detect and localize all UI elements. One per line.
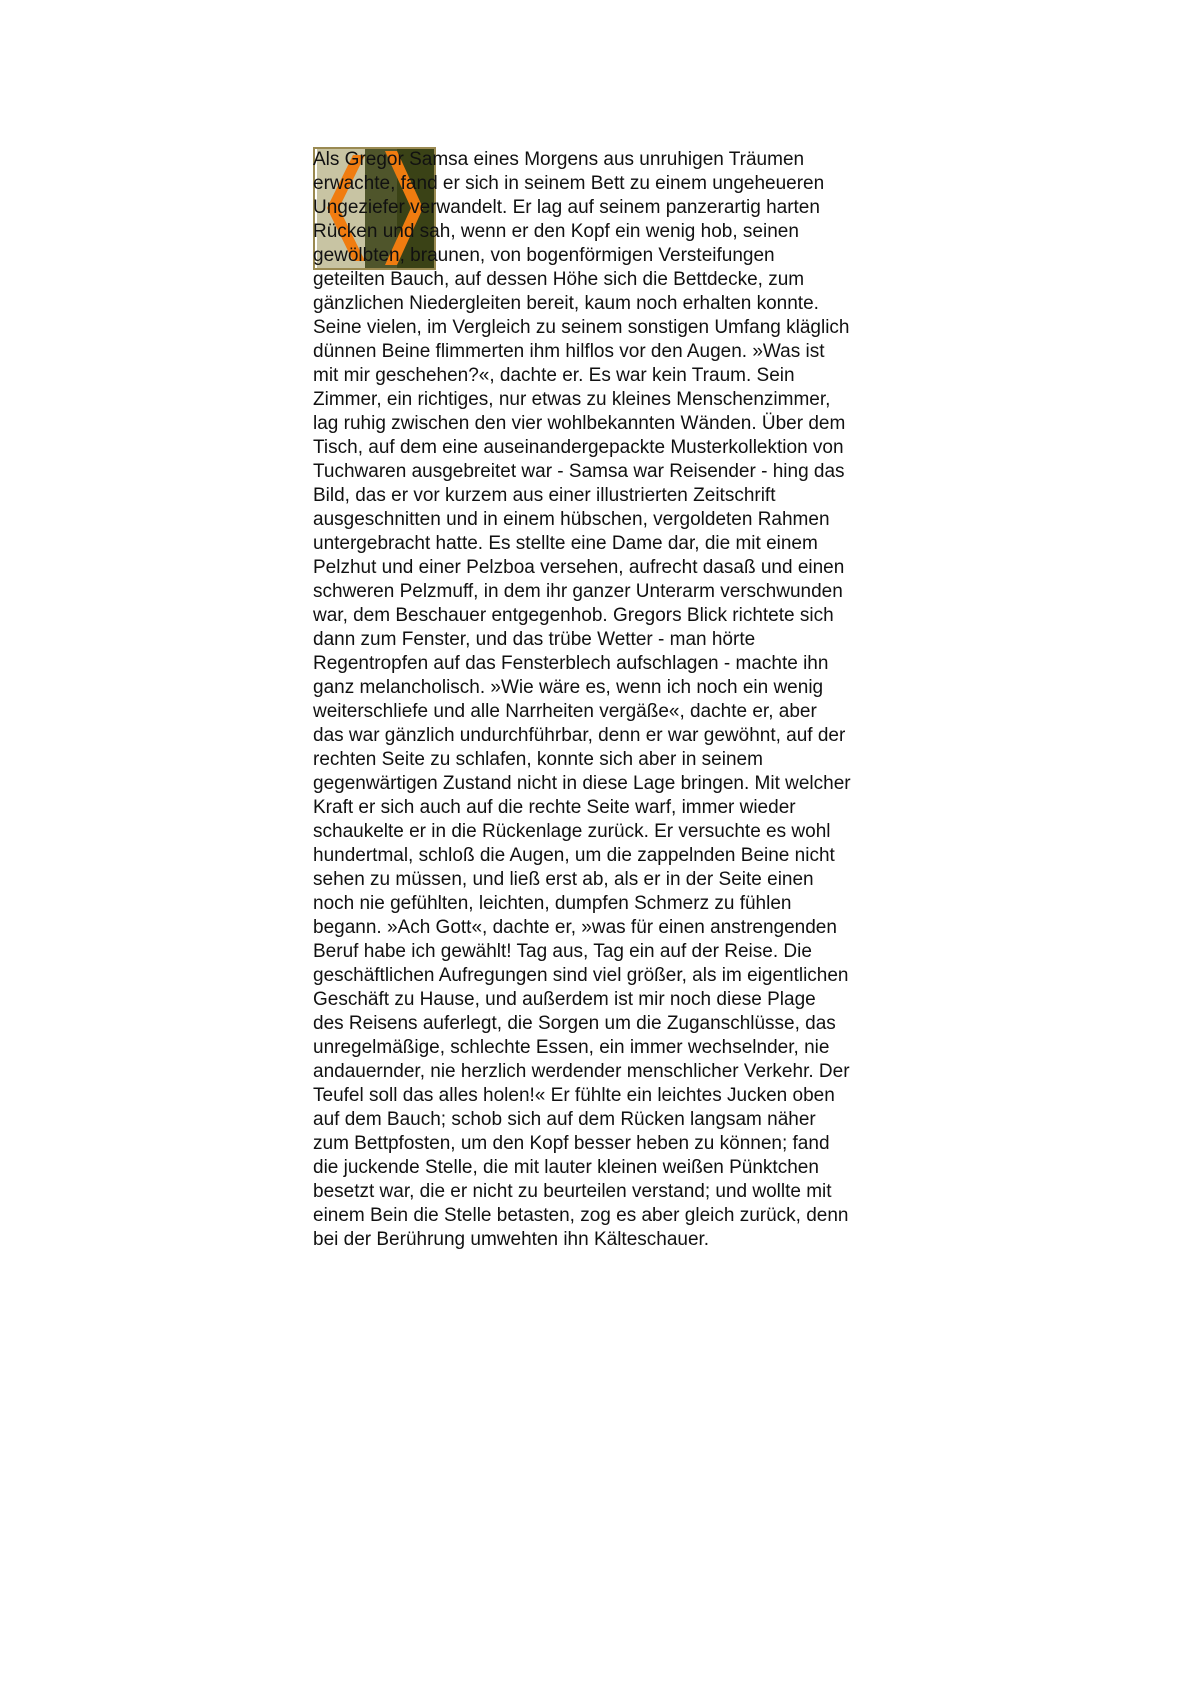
text-line: zum Bettpfosten, um den Kopf besser heben zu können; fand <box>313 1133 830 1154</box>
text-line: war, dem Beschauer entgegenhob. Gregors Blick richtete sich <box>313 605 834 626</box>
text-line: hundertmal, schloß die Augen, um die zappelnden Beine nicht <box>313 845 835 866</box>
text-line: gegenwärtigen Zustand nicht in diese Lage bringen. Mit welcher <box>313 773 851 794</box>
text-line: andauernder, nie herzlich werdender menschlicher Verkehr. Der <box>313 1061 850 1082</box>
text-line: Seine vielen, im Vergleich zu seinem sonstigen Umfang kläglich <box>313 317 850 338</box>
text-line: dünnen Beine flimmerten ihm hilflos vor den Augen. »Was ist <box>313 341 825 362</box>
text-line: Teufel soll das alles holen!« Er fühlte ein leichtes Jucken oben <box>313 1085 835 1106</box>
text-line: sehen zu müssen, und ließ erst ab, als er in der Seite einen <box>313 869 814 890</box>
text-line: dann zum Fenster, und das trübe Wetter - man hörte <box>313 629 756 650</box>
text-line: des Reisens auferlegt, die Sorgen um die Zuganschlüsse, das <box>313 1013 836 1034</box>
text-line: unregelmäßige, schlechte Essen, ein immer wechselnder, nie <box>313 1037 830 1058</box>
text-line: gewölbten, braunen, von bogenförmigen Versteifungen <box>313 245 775 266</box>
text-line: noch nie gefühlten, leichten, dumpfen Schmerz zu fühlen <box>313 893 792 914</box>
text-line: Tuchwaren ausgebreitet war - Samsa war Reisender - hing das <box>313 461 845 482</box>
text-line: auf dem Bauch; schob sich auf dem Rücken langsam näher <box>313 1109 816 1130</box>
text-line: Kraft er sich auch auf die rechte Seite warf, immer wieder <box>313 797 796 818</box>
body-text <box>313 148 893 1252</box>
text-line: rechten Seite zu schlafen, konnte sich aber in seinem <box>313 749 763 770</box>
text-line: bei der Berührung umwehten ihn Kälteschauer. <box>313 1229 710 1250</box>
text-line: geteilten Bauch, auf dessen Höhe sich die Bettdecke, zum <box>313 269 805 290</box>
text-line: Tisch, auf dem eine auseinandergepackte Musterkollektion von <box>313 437 844 458</box>
text-line: untergebracht hatte. Es stellte eine Dame dar, die mit einem <box>313 533 818 554</box>
text-line: weiterschliefe und alle Narrheiten vergäße«, dachte er, aber <box>313 701 817 722</box>
text-line: Geschäft zu Hause, und außerdem ist mir noch diese Plage <box>313 989 816 1010</box>
text-line: Beruf habe ich gewählt! Tag aus, Tag ein auf der Reise. Die <box>313 941 812 962</box>
text-line: geschäftlichen Aufregungen sind viel größer, als im eigentlichen <box>313 965 849 986</box>
text-line: schweren Pelzmuff, in dem ihr ganzer Unterarm verschwunden <box>313 581 843 602</box>
text-line: Zimmer, ein richtiges, nur etwas zu kleines Menschenzimmer, <box>313 389 831 410</box>
text-line: Bild, das er vor kurzem aus einer illustrierten Zeitschrift <box>313 485 776 506</box>
text-line: besetzt war, die er nicht zu beurteilen verstand; und wollte mit <box>313 1181 832 1202</box>
text-line: mit mir geschehen?«, dachte er. Es war kein Traum. Sein <box>313 365 795 386</box>
text-line: gänzlichen Niedergleiten bereit, kaum noch erhalten konnte. <box>313 293 819 314</box>
text-line: ganz melancholisch. »Wie wäre es, wenn ich noch ein wenig <box>313 677 824 698</box>
text-line: die juckende Stelle, die mit lauter kleinen weißen Pünktchen <box>313 1157 819 1178</box>
text-line: Regentropfen auf das Fensterblech aufschlagen - machte ihn <box>313 653 829 674</box>
text-line: schaukelte er in die Rückenlage zurück. Er versuchte es wohl <box>313 821 831 842</box>
text-line: das war gänzlich undurchführbar, denn er war gewöhnt, auf der <box>313 725 846 746</box>
text-line: einem Bein die Stelle betasten, zog es aber gleich zurück, denn <box>313 1205 849 1226</box>
text-line: lag ruhig zwischen den vier wohlbekannten Wänden. Über dem <box>313 413 846 434</box>
text-line: Pelzhut und einer Pelzboa versehen, aufrecht dasaß und einen <box>313 557 845 578</box>
text-line: begann. »Ach Gott«, dachte er, »was für einen anstrengenden <box>313 917 837 938</box>
text-line: Ungeziefer verwandelt. Er lag auf seinem panzerartig harten <box>313 197 820 218</box>
text-line: Rücken und sah, wenn er den Kopf ein wenig hob, seinen <box>313 221 799 242</box>
text-line: ausgeschnitten und in einem hübschen, vergoldeten Rahmen <box>313 509 830 530</box>
text-line: Als Gregor Samsa eines Morgens aus unruhigen Träumen <box>313 149 805 170</box>
text-line: erwachte, fand er sich in seinem Bett zu einem ungeheueren <box>313 173 825 194</box>
